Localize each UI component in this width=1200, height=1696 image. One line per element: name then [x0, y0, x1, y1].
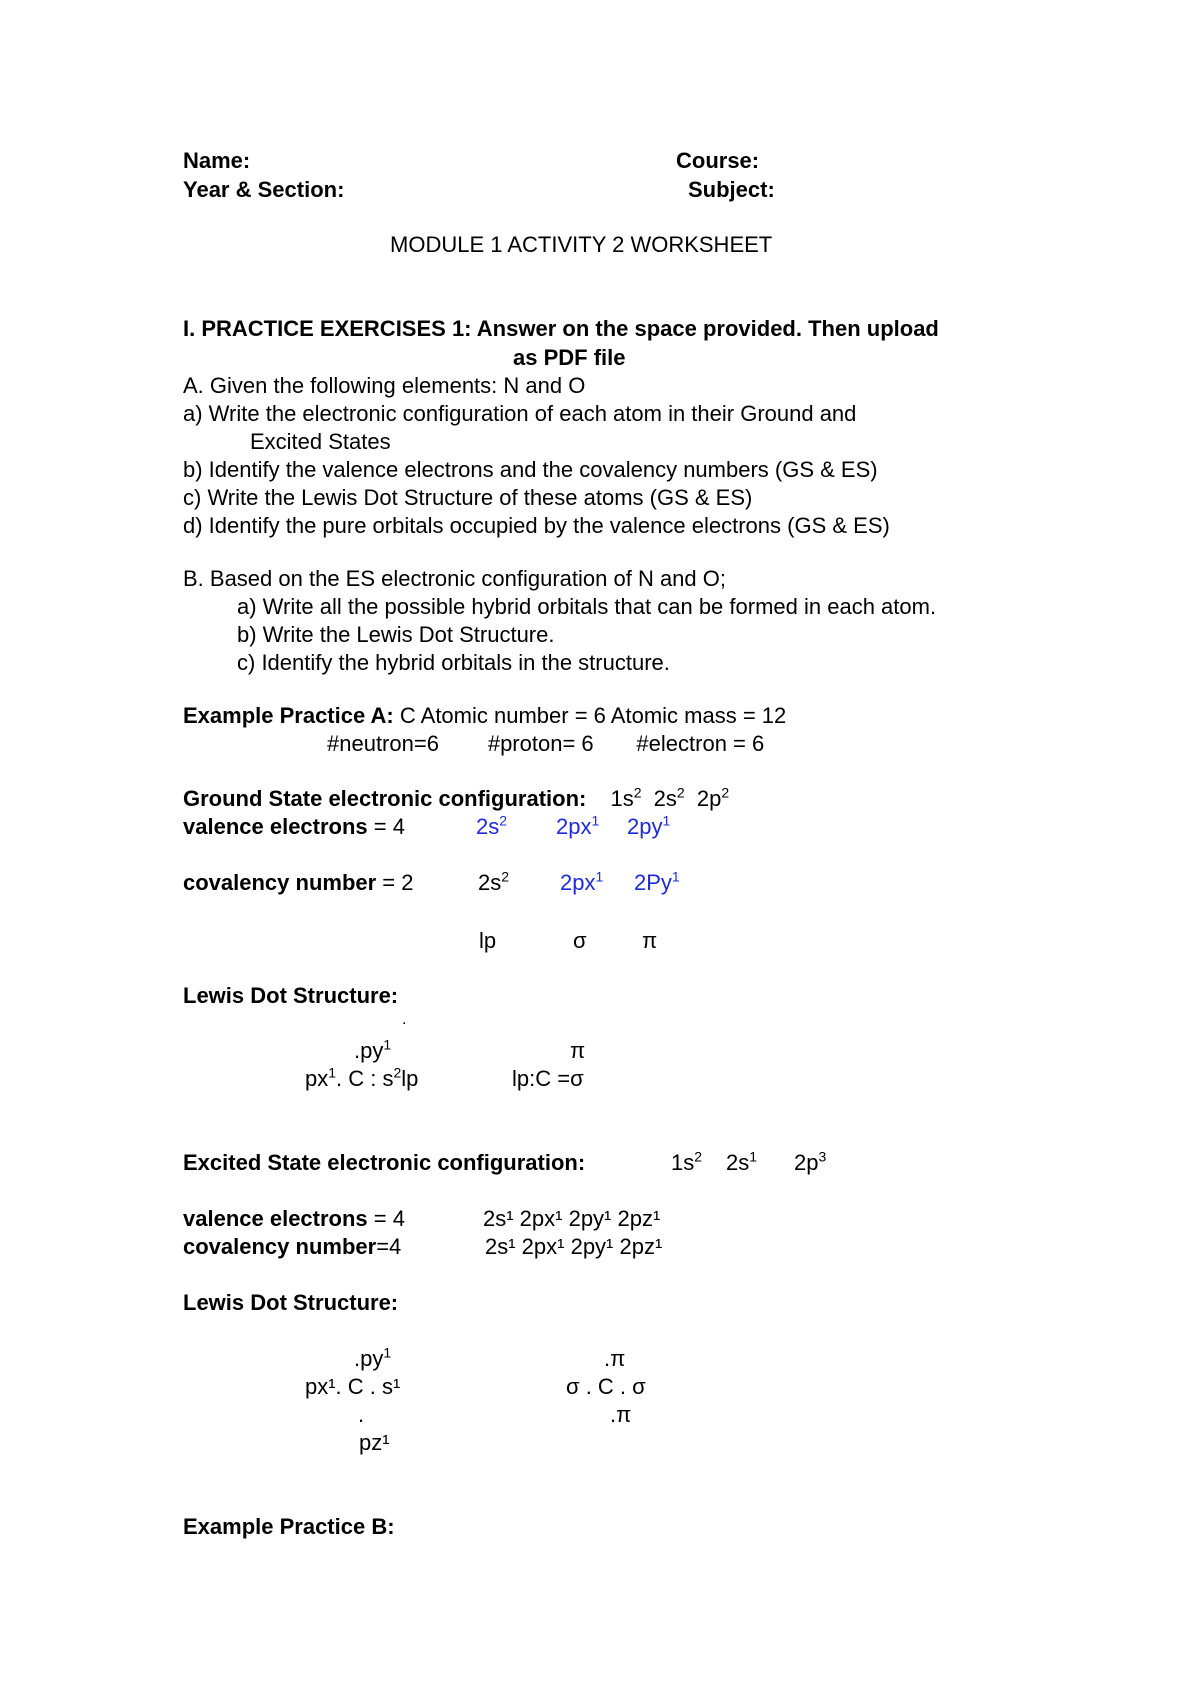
- es-lewis-left-mid: px¹. C . s¹: [305, 1374, 401, 1399]
- gs-valence-label: valence electrons: [183, 814, 368, 839]
- gs-covalency-label: covalency number: [183, 870, 377, 895]
- es-covalency-value: =4: [376, 1234, 402, 1259]
- es-lewis-right-top: .π: [604, 1346, 626, 1371]
- es-lewis-left-dot: .: [358, 1402, 365, 1427]
- part-a-item-d: d) Identify the pure orbitals occupied by the valence electrons (GS & ES): [183, 513, 890, 538]
- es-valence-row: [183, 1208, 405, 1230]
- es-lewis-label: Lewis Dot Structure:: [183, 1290, 399, 1315]
- gs-covalency-orbital: $2s^2$: [478, 868, 510, 895]
- gs-config-term: $1s^2$: [610, 784, 642, 811]
- gs-covalency-value: = 2: [376, 870, 414, 895]
- es-config-term: $1s^2$: [671, 1148, 703, 1175]
- gs-config-term: $2s^2$: [653, 784, 685, 811]
- gs-lewis-dot: .: [402, 1011, 407, 1028]
- page-title: MODULE 1 ACTIVITY 2 WORKSHEET: [390, 232, 773, 257]
- part-b-item-b: b) Write the Lewis Dot Structure.: [237, 622, 555, 647]
- example-a-counts: #neutron=6 #proton= 6 #electron = 6: [327, 731, 765, 756]
- gs-valence-orbital: $2s^2$: [476, 812, 508, 839]
- gs-valence-row: [183, 816, 405, 838]
- es-covalency-orbitals: 2s¹ 2px¹ 2py¹ 2pz¹: [485, 1234, 663, 1259]
- es-config-term: $2p^3$: [794, 1148, 827, 1175]
- es-covalency-row: [183, 1236, 401, 1258]
- es-lewis-right-bottom: .π: [610, 1402, 632, 1427]
- gs-bond-type-sigma: σ: [573, 928, 587, 953]
- subject-label: Subject:: [688, 177, 775, 202]
- gs-valence-value: = 4: [367, 814, 405, 839]
- gs-covalency-row: [183, 872, 414, 894]
- es-valence-orbitals: 2s¹ 2px¹ 2py¹ 2pz¹: [483, 1206, 661, 1231]
- part-a-item-b: b) Identify the valence electrons and the covalency numbers (GS & ES): [183, 457, 878, 482]
- part-a-intro: A. Given the following elements: N and O: [183, 373, 586, 398]
- es-config-row: [183, 1152, 585, 1174]
- year-section-label: Year & Section:: [183, 177, 345, 202]
- section-heading-line2: as PDF file: [513, 345, 626, 370]
- es-lewis-left-bottom: pz¹: [359, 1430, 390, 1455]
- es-lewis-left-top: $.py^1$: [354, 1344, 392, 1371]
- gs-config-row: [183, 784, 730, 811]
- es-valence-value: = 4: [367, 1206, 405, 1231]
- gs-bond-type-pi: π: [642, 928, 658, 953]
- name-label: Name:: [183, 148, 251, 173]
- es-lewis-right-mid: σ . C . σ: [566, 1374, 646, 1399]
- gs-covalency-orbital: $2px^1$: [560, 868, 604, 895]
- example-a-label: Example Practice A:: [183, 703, 394, 728]
- es-config-label: Excited State electronic configuration:: [183, 1150, 586, 1175]
- part-b-intro: B. Based on the ES electronic configuration of N and O;: [183, 566, 726, 591]
- es-valence-label: valence electrons: [183, 1206, 368, 1231]
- gs-config-label: Ground State electronic configuration:: [183, 786, 587, 811]
- gs-lewis-right-top: π: [570, 1038, 586, 1063]
- example-b-label: Example Practice B:: [183, 1514, 395, 1539]
- es-config-term: $2s^1$: [726, 1148, 758, 1175]
- part-a-item-a-line2: Excited States: [250, 429, 391, 454]
- part-b-item-a: a) Write all the possible hybrid orbitals that can be formed in each atom.: [237, 594, 937, 619]
- gs-lewis-left-mid: $px^1$. C : $s^2lp$: [305, 1064, 419, 1091]
- gs-covalency-orbital: 2Py$^1$: [634, 868, 680, 895]
- part-b-item-c: c) Identify the hybrid orbitals in the structure.: [237, 650, 670, 675]
- example-a-info: C Atomic number = 6 Atomic mass = 12: [399, 703, 787, 728]
- example-a-row: [183, 705, 786, 727]
- gs-lewis-left-top: $.py^1$: [354, 1036, 392, 1063]
- es-covalency-label: covalency number: [183, 1234, 377, 1259]
- gs-config-term: $2p^2$: [696, 784, 730, 811]
- gs-valence-orbital: $2py^1$: [627, 812, 671, 839]
- part-a-item-a-line1: a) Write the electronic configuration of each atom in their Ground and: [183, 401, 857, 426]
- section-heading-line1: I. PRACTICE EXERCISES 1: Answer on the space provided. Then upload: [183, 316, 939, 341]
- gs-bond-type-lp: lp: [479, 928, 497, 953]
- part-a-item-c: c) Write the Lewis Dot Structure of these atoms (GS & ES): [183, 485, 753, 510]
- gs-lewis-label: Lewis Dot Structure:: [183, 983, 399, 1008]
- course-label: Course:: [676, 148, 760, 173]
- gs-valence-orbital: $2px^1$: [556, 812, 600, 839]
- gs-lewis-right-mid: lp:C =σ: [512, 1066, 584, 1091]
